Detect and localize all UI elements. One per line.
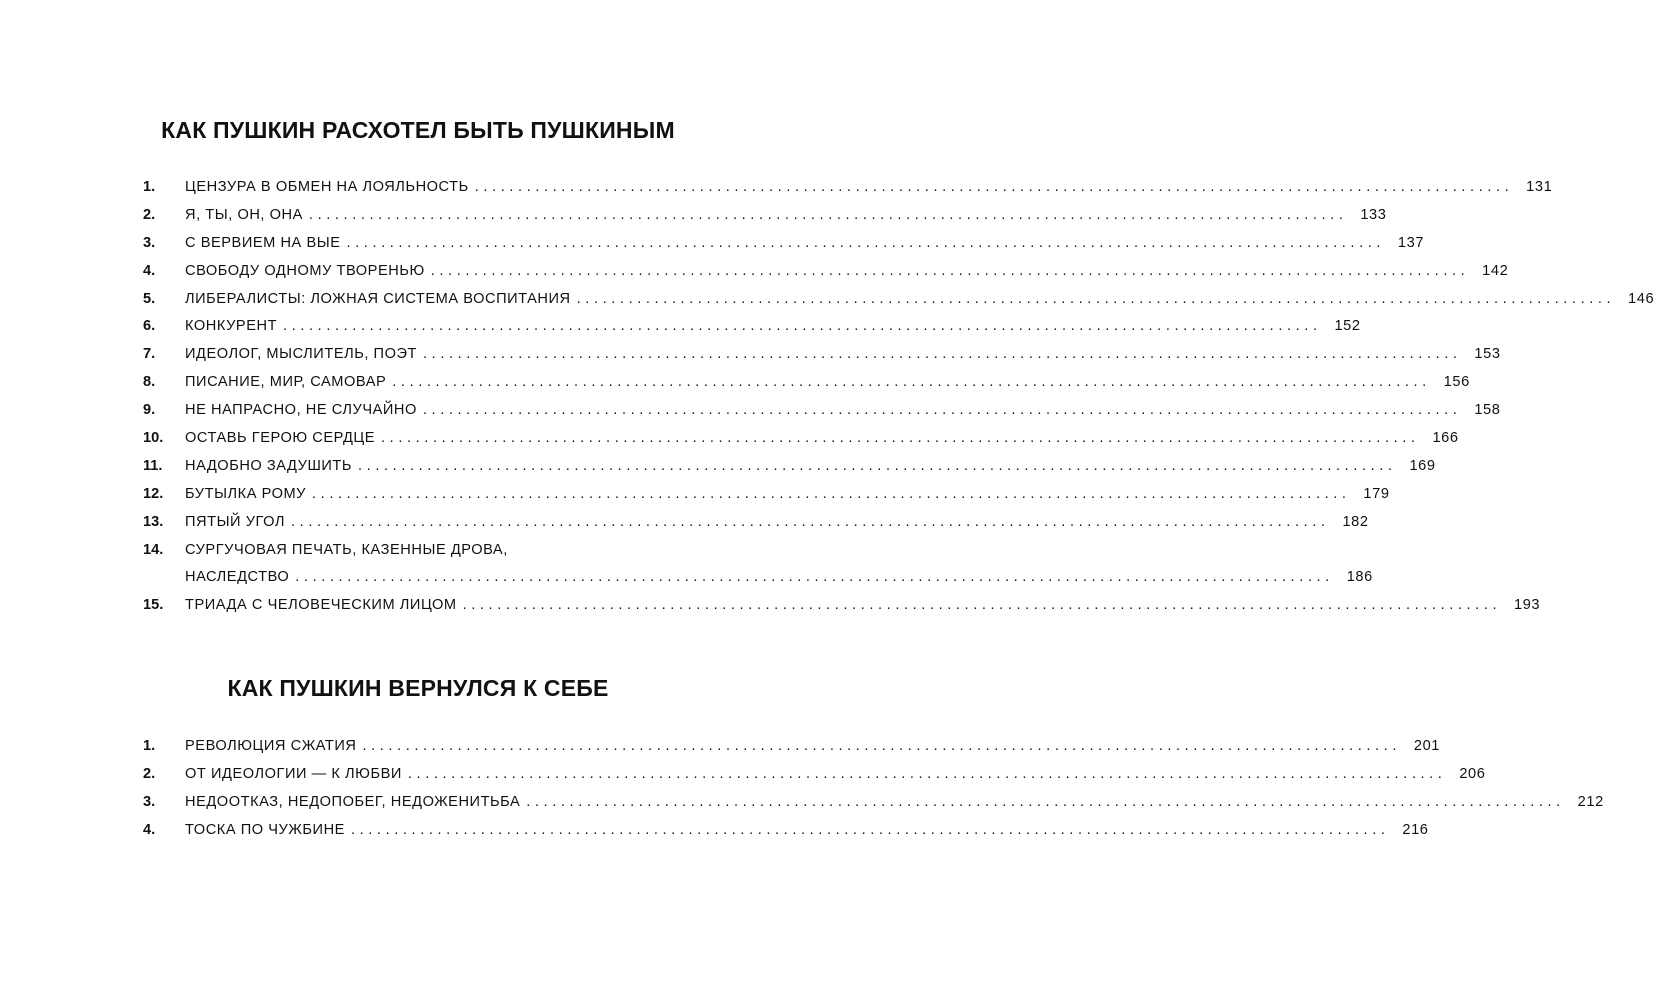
entry-number: 1. — [143, 179, 156, 195]
entry-page-number: 193 — [1514, 597, 1541, 614]
toc-entry[interactable] — [140, 230, 1425, 258]
entry-title: ИДЕОЛОГ, МЫСЛИТЕЛЬ, ПОЭТ — [185, 346, 418, 363]
toc-entry[interactable] — [140, 817, 1429, 845]
toc-entry-continuation[interactable] — [140, 564, 1373, 592]
toc-entry[interactable] — [140, 733, 1441, 761]
entry-page-number: 153 — [1474, 346, 1501, 363]
toc-section-2 — [140, 674, 1604, 845]
entry-number: 2. — [143, 206, 156, 223]
entry-page-number: 179 — [1363, 485, 1390, 502]
toc-entry[interactable] — [140, 286, 1654, 314]
toc-entry[interactable] — [140, 174, 1553, 202]
toc-list — [140, 174, 1654, 620]
entry-number: 12. — [143, 485, 164, 502]
entry-title: С ВЕРВИЕМ НА ВЫЕ — [185, 234, 341, 251]
toc-entry[interactable] — [140, 369, 1470, 397]
toc-entry[interactable] — [140, 425, 1459, 453]
dot-leader: ........................................................................................................................ — [422, 402, 1462, 419]
entry-number: 2. — [143, 765, 156, 782]
entry-page-number: 133 — [1360, 206, 1387, 223]
entry-page-number: 158 — [1474, 402, 1501, 419]
dot-leader: ........................................................................................................................ — [462, 597, 1502, 614]
entry-title: НАДОБНО ЗАДУШИТЬ — [185, 457, 353, 474]
entry-number: 14. — [143, 541, 164, 558]
entry-page-number: 206 — [1459, 765, 1486, 782]
entry-page-number: 212 — [1577, 793, 1604, 810]
dot-leader: ........................................................................................................................ — [308, 206, 1348, 223]
entry-number: 9. — [143, 402, 156, 419]
entry-number: 4. — [143, 821, 156, 838]
entry-title: ТРИАДА С ЧЕЛОВЕЧЕСКИМ ЛИЦОМ — [185, 597, 457, 614]
entry-title: НЕДООТКАЗ, НЕДОПОБЕГ, НЕДОЖЕНИТЬБА — [185, 793, 521, 810]
entry-number: 8. — [143, 374, 156, 391]
entry-title: ТОСКА ПО ЧУЖБИНЕ — [185, 821, 345, 838]
entry-page-number: 137 — [1397, 234, 1425, 251]
entry-page-number: 166 — [1432, 430, 1459, 447]
toc-entry[interactable] — [140, 509, 1369, 537]
entry-number: 6. — [143, 318, 156, 335]
dot-leader: ........................................................................................................................ — [295, 569, 1334, 586]
dot-leader: ........................................................................................................................ — [291, 513, 1330, 530]
dot-leader: ........................................................................................................................ — [430, 262, 1470, 279]
entry-title: ЛИБЕРАЛИСТЫ: ЛОЖНАЯ СИСТЕМА ВОСПИТАНИЯ — [185, 290, 571, 307]
dot-leader: ........................................................................................................................ — [381, 430, 1420, 447]
dot-leader: ........................................................................................................................ — [350, 821, 1390, 838]
dot-leader: ........................................................................................................................ — [283, 318, 1322, 335]
toc-entry[interactable] — [140, 453, 1436, 481]
entry-number: 11. — [143, 457, 163, 474]
dot-leader: ........................................................................................................................ — [346, 234, 1386, 251]
dot-leader: ........................................................................................................................ — [358, 457, 1397, 474]
entry-title: СУРГУЧОВАЯ ПЕЧАТЬ, КАЗЕННЫЕ ДРОВА, — [185, 541, 508, 558]
entry-title: БУТЫЛКА РОМУ — [185, 485, 307, 502]
entry-number: 4. — [143, 262, 156, 279]
entry-title: ПЯТЫЙ УГОЛ — [185, 513, 286, 530]
entry-title: РЕВОЛЮЦИЯ СЖАТИЯ — [185, 738, 357, 754]
toc-entry[interactable] — [140, 202, 1387, 230]
entry-title: СВОБОДУ ОДНОМУ ТВОРЕНЬЮ — [185, 262, 425, 279]
dot-leader: ........................................................................................................................ — [576, 290, 1616, 307]
dot-leader: ........................................................................................................................ — [526, 793, 1565, 810]
toc-entry[interactable] — [140, 761, 1486, 789]
toc-entry[interactable] — [140, 341, 1501, 369]
toc-entry[interactable] — [140, 397, 1501, 425]
toc-entry[interactable] — [140, 537, 696, 565]
dot-leader: ........................................................................................................................ — [474, 179, 1514, 195]
entry-title: ЦЕНЗУРА В ОБМЕН НА ЛОЯЛЬНОСТЬ — [185, 179, 469, 195]
toc-section-1 — [140, 116, 1654, 620]
toc-entry[interactable] — [140, 258, 1509, 286]
entry-number: 15. — [143, 597, 164, 614]
entry-title: НЕ НАПРАСНО, НЕ СЛУЧАЙНО — [185, 402, 417, 419]
entry-page-number: 186 — [1346, 569, 1373, 586]
dot-leader: ........................................................................................................................ — [407, 765, 1447, 782]
entry-title: Я, ТЫ, ОН, ОНА — [185, 206, 303, 223]
section-title: КАК ПУШКИН РАСХОТЕЛ БЫТЬ ПУШКИНЫМ — [161, 117, 675, 143]
entry-title: ПИСАНИЕ, МИР, САМОВАР — [185, 374, 387, 391]
entry-number: 3. — [143, 793, 156, 810]
entry-page-number: 216 — [1402, 821, 1429, 838]
entry-title-continuation: НАСЛЕДСТВО — [185, 569, 290, 586]
toc-list — [140, 733, 1604, 845]
dot-leader: ........................................................................................................................ — [362, 738, 1402, 754]
entry-page-number: 201 — [1413, 738, 1441, 754]
entry-page-number: 146 — [1628, 290, 1654, 307]
entry-page-number: 156 — [1443, 374, 1470, 391]
entry-number: 1. — [143, 738, 156, 754]
entry-number: 10. — [143, 430, 164, 447]
entry-page-number: 182 — [1342, 513, 1369, 530]
entry-number: 13. — [143, 513, 164, 530]
entry-page-number: 131 — [1526, 179, 1553, 195]
dot-leader: ........................................................................................................................ — [392, 374, 1431, 391]
dot-leader: ........................................................................................................................ — [423, 346, 1462, 363]
entry-number: 5. — [143, 290, 156, 307]
toc-entry[interactable] — [140, 313, 1361, 341]
entry-page-number: 169 — [1409, 457, 1436, 474]
toc-entry[interactable] — [140, 481, 1390, 509]
entry-number: 3. — [143, 234, 156, 251]
dot-leader: ........................................................................................................................ — [312, 485, 1351, 502]
toc-entry[interactable] — [140, 789, 1604, 817]
entry-page-number: 152 — [1334, 318, 1361, 335]
section-title: КАК ПУШКИН ВЕРНУЛСЯ К СЕБЕ — [227, 675, 609, 701]
entry-title: ОТ ИДЕОЛОГИИ — К ЛЮБВИ — [185, 765, 402, 782]
entry-page-number: 142 — [1482, 262, 1509, 279]
toc-entry[interactable] — [140, 592, 1541, 620]
entry-title: КОНКУРЕНТ — [185, 318, 278, 335]
entry-title: ОСТАВЬ ГЕРОЮ СЕРДЦЕ — [185, 430, 376, 447]
entry-number: 7. — [143, 346, 156, 363]
